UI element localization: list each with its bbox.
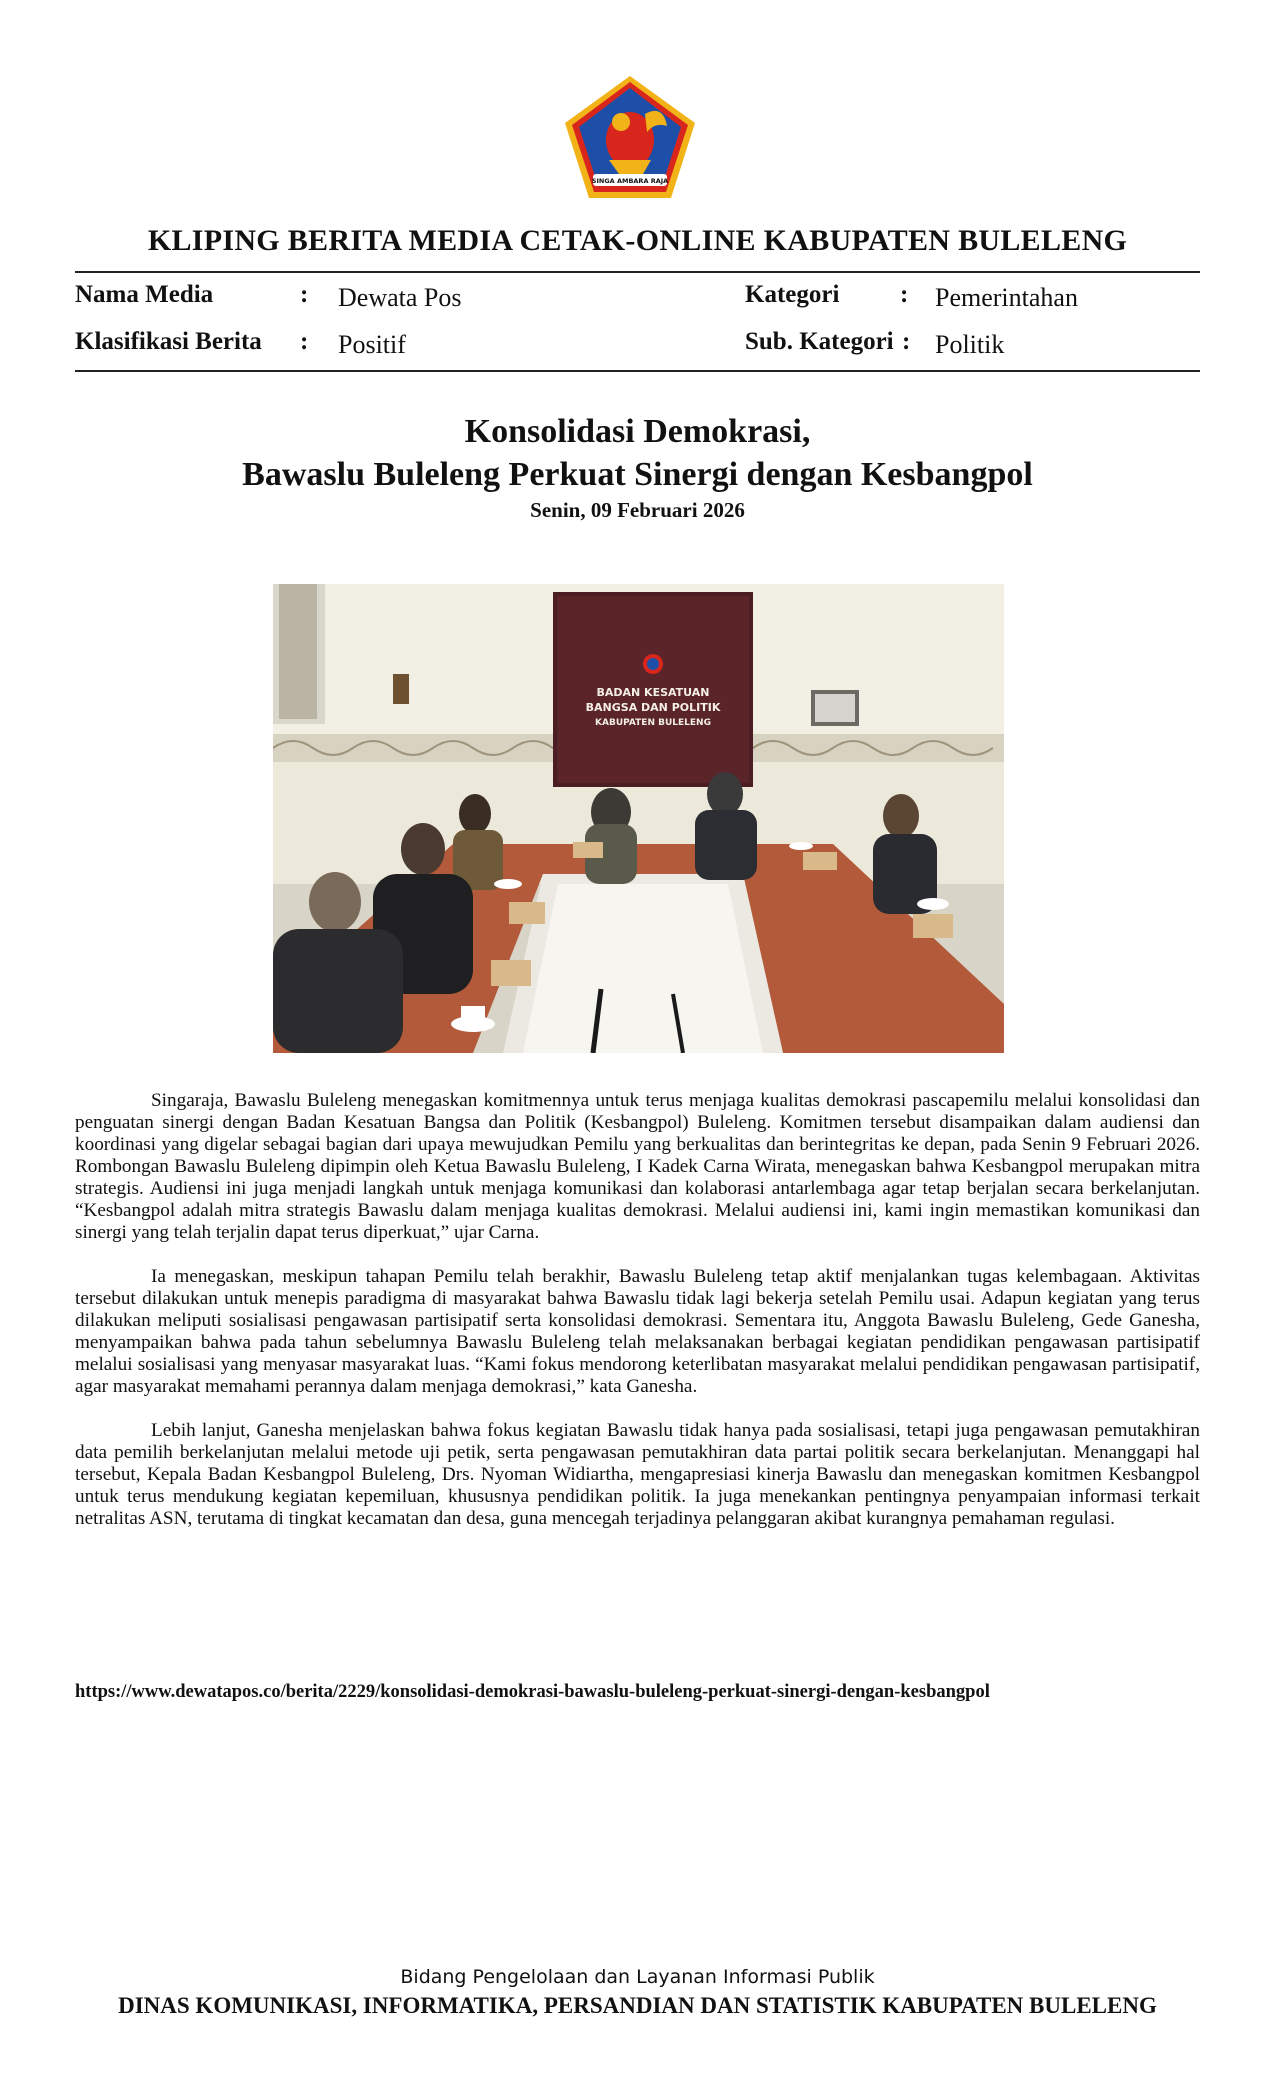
article-paragraph-1: Singaraja, Bawaslu Buleleng menegaskan komitmennya untuk terus menjaga kualitas demokrasi pascapemilu melalui konsolidasi dan penguatan sinergi dengan Badan Kesatuan Bangsa dan Politik (Kesbangpol) Buleleng. Komitmen tersebut disampaikan dalam audiensi dan koordinasi yang digelar sebagai bagian dari upaya mewujudkan Pemilu yang berkualitas dan berintegritas ke depan, pada Senin 9 Februari 2026. Rombongan Bawaslu Buleleng dipimpin oleh Ketua Bawaslu Buleleng, I Kadek Carna Wirata, menegaskan bahwa Kesbangpol merupakan mitra strategis. Audiensi ini juga menjadi langkah untuk menjaga komunikasi dan kolaborasi antarlembaga agar tetap berjalan secara berkelanjutan. “Kesbangpol adalah mitra strategis Bawaslu dalam menjaga kualitas demokrasi. Melalui audiensi ini, kami ingin memastikan komunikasi dan sinergi yang telah terjalin dapat terus diperkuat,” ujar Carna. (75, 1090, 1200, 1243)
media-colon: : (300, 281, 309, 308)
photo-sign-line2: BANGSA DAN POLITIK (585, 701, 721, 714)
classification-value: Positif (338, 330, 406, 359)
document-title: KLIPING BERITA MEDIA CETAK-ONLINE KABUPATEN BULELENG (147, 224, 1128, 257)
photo-sign-line1: BADAN KESATUAN (596, 686, 710, 699)
logo-motto: SINGA AMBARA RAJA (591, 177, 669, 185)
classification-colon: : (300, 328, 309, 355)
media-value: Dewata Pos (338, 283, 462, 312)
subcategory-value: Politik (935, 330, 1005, 359)
article-title-line1: Konsolidasi Demokrasi, (464, 413, 811, 450)
article-body (75, 1090, 1200, 1552)
subcategory-label: Sub. Kategori (745, 328, 894, 355)
category-value: Pemerintahan (935, 283, 1078, 312)
footer-office: DINAS KOMUNIKASI, INFORMATIKA, PERSANDIAN DAN STATISTIK KABUPATEN BULELENG (118, 1993, 1157, 2018)
classification-label: Klasifikasi Berita (75, 328, 262, 355)
media-label: Nama Media (75, 281, 214, 308)
article-date: Senin, 09 Februari 2026 (530, 498, 745, 522)
category-colon: : (900, 281, 909, 308)
footer-department: Bidang Pengelolaan dan Layanan Informasi Publik (400, 1966, 875, 1988)
source-url[interactable]: https://www.dewatapos.co/berita/2229/konsolidasi-demokrasi-bawaslu-buleleng-perkuat-sinergi-dengan-kesbangpol (75, 1682, 990, 1702)
photo-sign-line3: KABUPATEN BULELENG (595, 718, 711, 728)
subcategory-colon: : (902, 328, 911, 355)
header-divider-top (75, 271, 1200, 273)
article-paragraph-2: Ia menegaskan, meskipun tahapan Pemilu telah berakhir, Bawaslu Buleleng tetap aktif menjalankan tugas kelembagaan. Aktivitas tersebut dilakukan untuk menepis paradigma di masyarakat bahwa Bawaslu tidak lagi bekerja setelah Pemilu usai. Adapun kegiatan yang terus dilakukan meliputi sosialisasi pengawasan partisipatif serta konsolidasi demokrasi. Sementara itu, Anggota Bawaslu Buleleng, Gede Ganesha, menyampaikan bahwa pada tahun sebelumnya Bawaslu Buleleng telah melaksanakan berbagai kegiatan pendidikan pengawasan partisipatif melalui sosialisasi yang menyasar masyarakat luas. “Kami fokus mendorong keterlibatan masyarakat melalui pendidikan pengawasan partisipatif, agar masyarakat memahami perannya dalam menjaga demokrasi,” kata Ganesha. (75, 1266, 1200, 1397)
header-divider-bottom (75, 370, 1200, 372)
article-photo (273, 584, 1004, 1053)
article-paragraph-3: Lebih lanjut, Ganesha menjelaskan bahwa fokus kegiatan Bawaslu tidak hanya pada sosialisasi, tetapi juga pengawasan pemutakhiran data pemilih berkelanjutan melalui metode uji petik, serta pengawasan pemutakhiran data partai politik secara berkelanjutan. Menanggapi hal tersebut, Kepala Badan Kesbangpol Buleleng, Drs. Nyoman Widiartha, mengapresiasi kinerja Bawaslu dan menegaskan komitmen Kesbangpol untuk terus mendukung kegiatan kepemiluan, khususnya pendidikan politik. Ia juga menekankan pentingnya penyampaian informasi terkait netralitas ASN, terutama di tingkat kecamatan dan desa, guna mencegah terjadinya pelanggaran akibat kurangnya pemahaman regulasi. (75, 1420, 1200, 1529)
buleleng-logo (563, 74, 697, 202)
category-label: Kategori (745, 281, 840, 308)
article-title-line2: Bawaslu Buleleng Perkuat Sinergi dengan Kesbangpol (242, 456, 1033, 493)
